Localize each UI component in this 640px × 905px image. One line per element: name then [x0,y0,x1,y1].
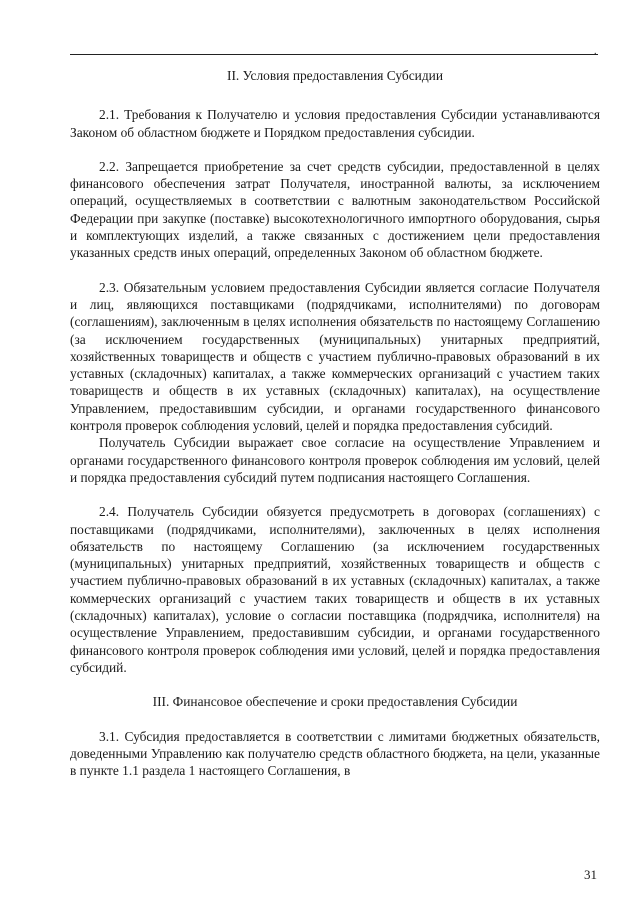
top-rule [70,54,598,55]
paragraph-3-1: 3.1. Субсидия предоставляется в соответствии с лимитами бюджетных обязательств, доведенными Управлению как получателю средств областного бюджета, на цели, указанные в пункте 1.1 раздела 1 настоящего Соглашения, в [70,728,600,779]
section-2-heading: II. Условия предоставления Субсидии [227,68,443,83]
paragraph-2-3: 2.3. Обязательным условием предоставления Субсидии является согласие Получателя и лиц, являющихся поставщиками (подрядчиками, исполнителями) по договорам (соглашениям), заключенным в целях исполнения обязательств по настоящему Соглашению (за исключением государственных (муниципальных) унитарных предприятий, хозяйственных товариществ и обществ с участием публично-правовых образований в их уставных (складочных) капиталах, а также коммерческих организаций с участием таких товариществ и обществ в их уставных (складочных) капиталах), на осуществление Управлением, предоставившим субсидии, и органами государственного финансового контроля проверок соблюдения условий, целей и порядка предоставления субсидий. [70,279,600,434]
paragraph-2-1: 2.1. Требования к Получателю и условия предоставления Субсидии устанавливаются Законом об областном бюджете и Порядком предоставления субсидии. [70,107,600,140]
section-3-heading: III. Финансовое обеспечение и сроки предоставления Субсидии [152,694,518,710]
document-body [70,67,600,779]
top-rule-mark: . [594,46,597,57]
paragraph-2-2: 2.2. Запрещается приобретение за счет средств субсидии, предоставленной в целях финансового обеспечения затрат Получателя, иностранной валюты, за исключением операций, осуществляемых в соответствии с валютным законодательством Российской Федерации при закупке (поставке) высокотехнологичного импортного оборудования, сырья и комплектующих изделий, а также связанных с достижением цели предоставления указанных средств иных операций, определенных Законом об областном бюджете. [70,158,600,261]
page-number: 31 [584,867,597,882]
paragraph-2-3-consent: Получатель Субсидии выражает свое согласие на осуществление Управлением и органами государственного финансового контроля проверок соблюдения им условий, целей и порядка предоставления субсидий путем подписания настоящего Соглашения. [70,435,600,485]
paragraph-2-4: 2.4. Получатель Субсидии обязуется предусмотреть в договорах (соглашениях) с поставщиками (подрядчиками, исполнителями), заключенных в целях исполнения обязательств по настоящему Соглашению (за исключением государственных (муниципальных) унитарных предприятий, хозяйственных товариществ и обществ с участием публично-правовых образований в их уставных (складочных) капиталах, а также коммерческих организаций с участием таких товариществ и обществ в их уставных (складочных) капиталах), условие о согласии поставщика (подрядчика, исполнителя) на осуществление Управлением, предоставившим субсидии, и органами государственного финансового контроля проверок соблюдения ими условий, целей и порядка предоставления субсидий. [70,504,600,675]
